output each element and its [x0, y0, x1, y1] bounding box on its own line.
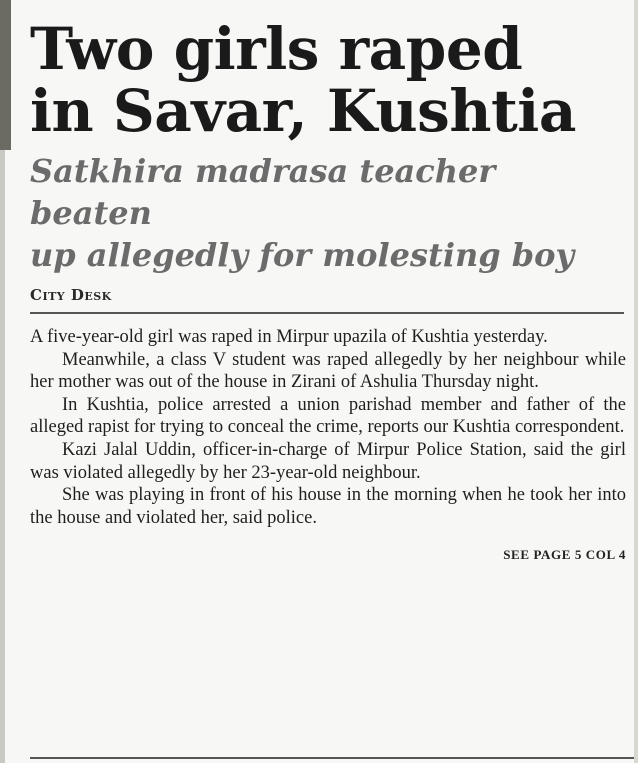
byline: City Desk: [30, 286, 112, 304]
paragraph-1: A five-year-old girl was raped in Mirpur upazila of Kushtia yesterday.: [30, 327, 548, 347]
headline-line-1: Two girls raped: [30, 15, 523, 83]
subheadline-line-1: Satkhira madrasa teacher beaten: [30, 152, 496, 232]
subheadline-line-2: up allegedly for molesting boy: [30, 236, 575, 274]
headline-line-2: in Savar, Kushtia: [30, 77, 576, 145]
article-body: [30, 326, 626, 529]
subheadline: [30, 150, 626, 276]
paragraph-2: Meanwhile, a class V student was raped allegedly by her neighbour while her mother was out of the house in Zirani of Ashulia Thursday night.: [30, 349, 626, 393]
paragraph-5: She was playing in front of his house in the morning when he took her into the house and violated her, said police.: [30, 485, 626, 528]
page-edge-bar: [0, 0, 11, 150]
news-article: [30, 15, 626, 563]
paragraph-3: In Kushtia, police arrested a union parishad member and father of the alleged rapist for trying to conceal the crime, reports our Kushtia correspondent.: [30, 394, 626, 438]
page-edge-right: [634, 0, 638, 763]
paragraph-4: Kazi Jalal Uddin, officer-in-charge of Mirpur Police Station, said the girl was violated allegedly by her 23-year-old neighbour.: [30, 439, 626, 483]
bottom-divider: [30, 757, 634, 759]
continued-on-page: SEE PAGE 5 COL 4: [503, 547, 626, 563]
headline: [30, 15, 626, 145]
byline-divider: [30, 312, 624, 314]
page-edge-shadow: [0, 150, 5, 763]
